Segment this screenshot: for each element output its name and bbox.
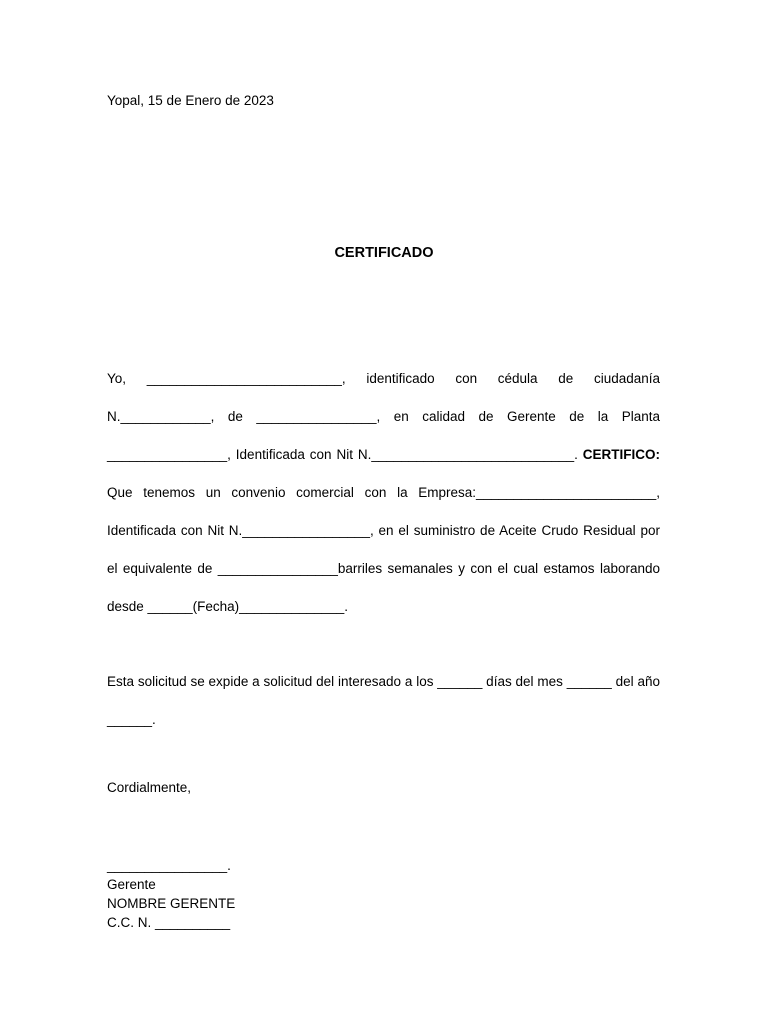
- signature-name: NOMBRE GERENTE: [107, 896, 236, 911]
- date-line: Yopal, 15 de Enero de 2023: [107, 93, 274, 108]
- signature-id: C.C. N. __________: [107, 915, 231, 930]
- regards-text: Cordialmente,: [107, 780, 192, 795]
- document-title: CERTIFICADO: [334, 245, 434, 261]
- certificate-body: [107, 360, 660, 626]
- signature-role: Gerente: [107, 877, 156, 892]
- signature-line: ________________.: [107, 858, 231, 873]
- certifico-label: CERTIFICO:: [582, 447, 660, 462]
- signature-block: [107, 856, 235, 932]
- body-text-part1: Yo, __________________________, identificado con cédula de ciudadanía N.____________, de ________________, en calidad de Gerente de la Planta ________________, Identificada con Nit N.___________________________.: [107, 371, 660, 462]
- closing-paragraph: Esta solicitud se expide a solicitud del interesado a los ______ días del mes ______ del año ______.: [107, 674, 660, 727]
- body-text-part2: Que tenemos un convenio comercial con la Empresa:________________________, Identificada con Nit N._________________, en el suministro de Aceite Crudo Residual por el equivalente de ________________barriles semanales y con el cual estamos laborando desde ______(Fecha)______________.: [107, 485, 660, 614]
